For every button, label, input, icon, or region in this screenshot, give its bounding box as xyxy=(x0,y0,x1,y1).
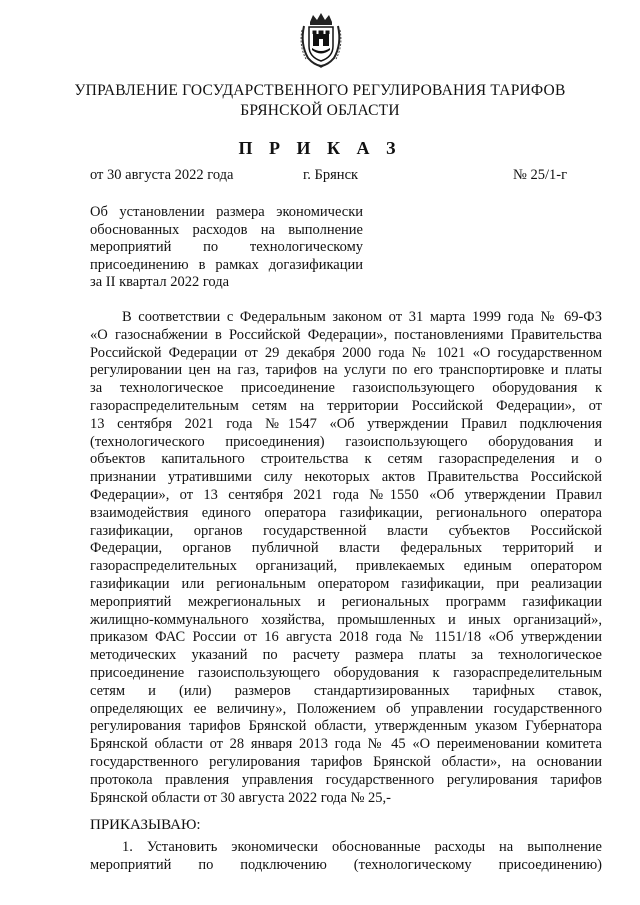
preamble-line: признании утратившими силу некоторых актов Правительства Российской xyxy=(90,469,602,486)
subject-line: присоединению в рамках догазификации xyxy=(90,256,363,273)
preamble-line: 13 сентября 2021 года №1547 «Об утверждении Правил подключения xyxy=(90,415,602,432)
preamble-line: Брянской области от 28 января 2013 года № 45 «О переименовании комитета xyxy=(90,736,602,753)
preamble-line: регулирования тарифов Брянской области, утвержденным указом Губернатора xyxy=(90,718,602,735)
subject-line: обоснованных расходов на выполнение xyxy=(90,221,363,238)
subject-line: за II квартал 2022 года xyxy=(90,274,230,290)
preamble-line: государственного регулирования тарифов Брянской области», на основании xyxy=(90,753,602,770)
preamble-line: определяющих ее величину», Положением об управлении государственного xyxy=(90,700,602,717)
preamble-line: объектов капитального строительства к сетям газораспределения и о xyxy=(90,451,602,468)
organization-name-line-1: УПРАВЛЕНИЕ ГОСУДАРСТВЕННОГО РЕГУЛИРОВАНИЯ ТАРИФОВ xyxy=(74,82,566,99)
preamble-line: жилищно-коммунального хозяйства, промышленных и иных организаций», xyxy=(90,611,602,628)
document-title: П Р И К А З xyxy=(238,138,402,158)
preamble-paragraph xyxy=(90,309,602,807)
preamble-line: Федерации», от 13 сентября 2021 года №1550 «Об утверждении Правил xyxy=(90,486,602,503)
preamble-line: Брянской области от 30 августа 2022 года № 25,- xyxy=(90,789,392,806)
organization-name-line-2: БРЯНСКОЙ ОБЛАСТИ xyxy=(240,102,400,119)
preamble-line: взаимодействия единого оператора газификации, регионального оператора xyxy=(90,504,602,521)
subject-line: Об установлении размера экономически xyxy=(90,204,363,220)
preamble-line: за технологическое присоединение газоиспользующего оборудования к xyxy=(90,380,602,397)
order-city: г. Брянск xyxy=(303,167,359,183)
preamble-line: регулировании цен на газ, тарифов на услуги по его транспортировке и платы xyxy=(90,362,602,379)
preamble-line: мероприятий межрегиональных и региональных программ газификации xyxy=(90,593,602,610)
subject-line: мероприятий по технологическому xyxy=(90,239,363,255)
preamble-line: В соответствии с Федеральным законом от 31 марта 1999 года № 69-ФЗ xyxy=(122,309,602,325)
preamble-line: приказом ФАС России от 16 августа 2018 года № 1151/18 «Об утверждении xyxy=(90,629,602,646)
preamble-line: (технологического присоединения) газоиспользующего оборудования и xyxy=(90,433,602,450)
decree-item-1 xyxy=(90,838,602,874)
order-date: от 30 августа 2022 года xyxy=(90,167,234,183)
preamble-line: сетям и (или) размеров стандартизированных тарифных ставок, xyxy=(90,682,602,699)
order-subject xyxy=(90,204,363,292)
item-line: 1. Установить экономически обоснованные расходы на выполнение xyxy=(122,839,602,855)
preamble-line: присоединение газоиспользующего оборудования к газораспределительным xyxy=(90,664,602,681)
preamble-line: Российской Федерации от 29 декабря 2000 года № 1021 «О государственном xyxy=(90,344,602,361)
preamble-line: газификации или региональным оператором газификации, при реализации xyxy=(90,575,602,592)
preamble-line: методических указаний по расчету размера платы за технологическое xyxy=(90,647,602,664)
preamble-line: Федерации, органов публичной власти федеральных территорий и xyxy=(90,540,602,557)
preamble-line: «О газоснабжении в Российской Федерации», постановлениями Правительства xyxy=(90,326,602,343)
decree-word: ПРИКАЗЫВАЮ: xyxy=(90,817,201,833)
coat-of-arms-icon xyxy=(298,12,344,68)
preamble-line: газификации, органов государственной власти субъектов Российской xyxy=(90,522,602,539)
preamble-line: газораспределительным сетям на территории Российской Федерации», от xyxy=(90,397,602,414)
order-number: № 25/1-г xyxy=(513,167,568,183)
preamble-line: протокола правления управления государственного регулирования тарифов xyxy=(90,771,602,788)
item-line: мероприятий по подключению (технологическому присоединению) xyxy=(90,857,602,873)
preamble-line: газораспределительных организаций, привлекаемых единым оператором xyxy=(90,558,602,575)
